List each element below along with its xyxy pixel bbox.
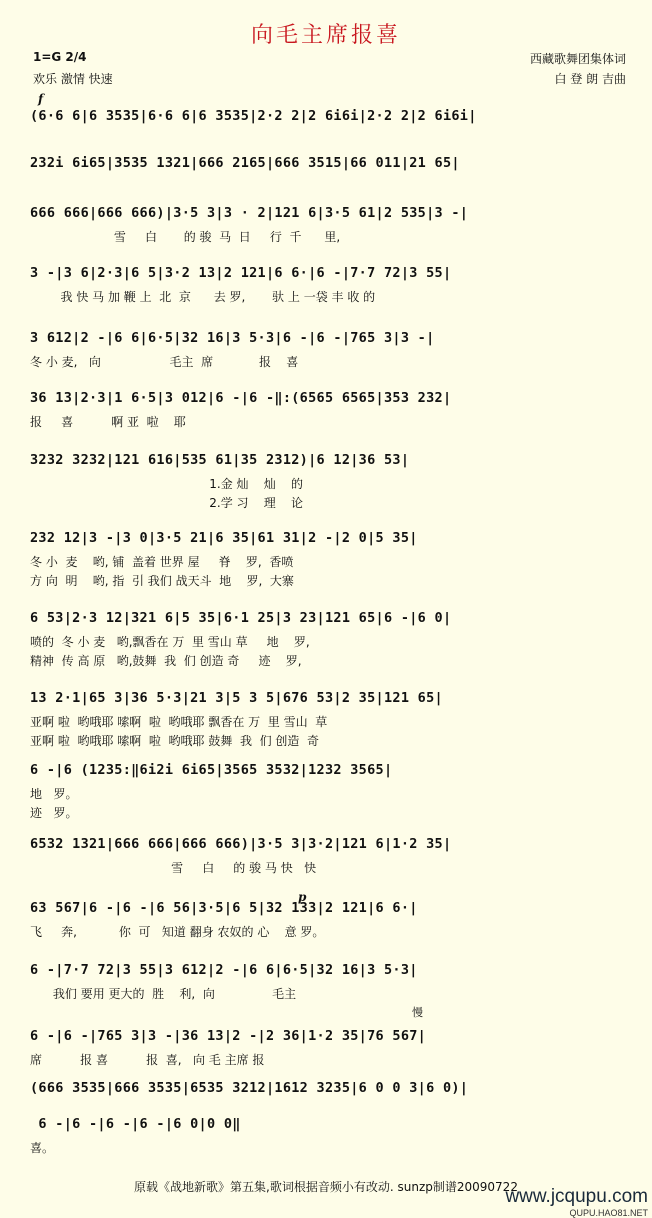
tempo-mark: 欢乐 激情 快速 (33, 72, 113, 86)
lyric-line: 亚啊 啦 哟哦耶 嗦啊 啦 哟哦耶 飘香在 万 里 雪山 草 (30, 715, 328, 729)
notation-line: 3 612|2 -|6 6|6·5|32 16|3 5·3|6 -|6 -|765 3|3 -| (30, 330, 435, 346)
lyric-line: 我们 要用 更大的 胜 利, 向 毛主 (30, 987, 297, 1001)
notation-line: 6 -|6 (1235:‖6i2i 6i65|3565 3532|1232 3565| (30, 762, 393, 778)
notation-system (30, 1116, 620, 1156)
lyric-line: 喷的 冬 小 麦 哟,飘香在 万 里 雪山 草 地 罗, (30, 635, 310, 649)
lyric-line: 冬 小 麦 哟, 铺 盖着 世界 屋 脊 罗, 香喷 (30, 555, 294, 569)
notation-system (30, 205, 620, 245)
lyric-line: 喜。 (30, 1141, 55, 1155)
notation-line: 666 666|666 666)|3·5 3|3 · 2|121 6|3·5 61|2 535|3 -| (30, 205, 469, 221)
notation-line: 13 2·1|65 3|36 5·3|21 3|5 3 5|676 53|2 35|121 65| (30, 690, 443, 706)
lyric-line: 我 快 马 加 鞭 上 北 京 去 罗, 驮 上 一袋 丰 收 的 (30, 290, 376, 304)
notation-system (30, 530, 620, 589)
tempo-slow-mark: 慢 (412, 1006, 423, 1019)
notation-system (30, 690, 620, 749)
watermark (505, 1186, 648, 1218)
notation-line: 6532 1321|666 666|666 666)|3·5 3|3·2|121 6|1·2 35| (30, 836, 452, 852)
watermark-sub: QUPU.HAO81.NET (569, 1208, 648, 1218)
notation-line: 6 -|6 -|765 3|3 -|36 13|2 -|2 36|1·2 35|76 567| (30, 1028, 427, 1044)
notation-system (30, 900, 620, 940)
notation-system (30, 265, 620, 305)
dynamic-piano: p (298, 890, 307, 904)
lyric-line: 迹 罗。 (30, 806, 78, 820)
lyric-line: 2.学 习 理 论 (30, 496, 304, 510)
notation-line: 3 -|3 6|2·3|6 5|3·2 13|2 121|6 6·|6 -|7·7 72|3 55| (30, 265, 452, 281)
notation-system (30, 452, 620, 511)
notation-line: 232 12|3 -|3 0|3·5 21|6 35|61 31|2 -|2 0|5 35| (30, 530, 418, 546)
lyric-line: 地 罗。 (30, 787, 78, 801)
source-footer: 原载《战地新歌》第五集,歌词根据音频小有改动. sunzp制谱20090722 (134, 1180, 518, 1194)
lyric-line: 冬 小 麦, 向 毛主 席 报 喜 (30, 355, 299, 369)
notation-system (30, 330, 620, 370)
lyricist-credit: 西藏歌舞团集体词 (529, 52, 626, 66)
lyric-line: 1.金 灿 灿 的 (30, 477, 304, 491)
notation-system (30, 390, 620, 430)
song-title: 向毛主席报喜 (250, 23, 401, 48)
notation-line: 3232 3232|121 616|535 61|35 2312)|6 12|36 53| (30, 452, 410, 468)
lyric-line: 精神 传 高 原 哟,鼓舞 我 们 创造 奇 迹 罗, (30, 654, 302, 668)
notation-line: 6 -|6 -|6 -|6 -|6 0|0 0‖ (30, 1116, 241, 1132)
lyric-line: 亚啊 啦 哟哦耶 嗦啊 啦 哟哦耶 鼓舞 我 们 创造 奇 (30, 734, 320, 748)
lyric-line: 席 报 喜 报 喜, 向 毛 主席 报 (30, 1053, 265, 1067)
lyric-line: 飞 奔, 你 可 知道 翻身 农奴的 心 意 罗。 (30, 925, 325, 939)
notation-system (30, 155, 620, 172)
notation-line: 232i 6i65|3535 1321|666 2165|666 3515|66 011|21 65| (30, 155, 460, 171)
notation-line: 6 -|7·7 72|3 55|3 612|2 -|6 6|6·5|32 16|3 5·3| (30, 962, 418, 978)
notation-system (30, 1080, 620, 1097)
lyric-line: 雪 白 的 骏 马 快 快 (30, 861, 317, 875)
notation-system (30, 108, 620, 125)
lyric-line: 报 喜 啊 亚 啦 耶 (30, 415, 186, 429)
composer-credit: 白 登 朗 吉曲 (554, 72, 626, 86)
dynamic-forte: f (38, 92, 44, 106)
notation-line: 63 567|6 -|6 -|6 56|3·5|6 5|32 133|2 121|6 6·| (30, 900, 418, 916)
notation-system (30, 1028, 620, 1068)
notation-system (30, 962, 620, 1002)
notation-system (30, 610, 620, 669)
key-signature: 1=G 2/4 (33, 50, 87, 64)
watermark-main: www.jcqupu.com (505, 1186, 648, 1207)
notation-system (30, 836, 620, 876)
notation-line: (6·6 6|6 3535|6·6 6|6 3535|2·2 2|2 6i6i|2·2 2|2 6i6i| (30, 108, 477, 124)
notation-line: 36 13|2·3|1 6·5|3 012|6 -|6 -‖:(6565 6565|353 232| (30, 390, 452, 406)
lyric-line: 方 向 明 哟, 指 引 我们 战天斗 地 罗, 大寨 (30, 574, 294, 588)
notation-line: 6 53|2·3 12|321 6|5 35|6·1 25|3 23|121 65|6 -|6 0| (30, 610, 452, 626)
notation-line: (666 3535|666 3535|6535 3212|1612 3235|6 0 0 3|6 0)| (30, 1080, 469, 1096)
lyric-line: 雪 白 的 骏 马 日 行 千 里, (30, 230, 341, 244)
notation-system (30, 762, 620, 821)
